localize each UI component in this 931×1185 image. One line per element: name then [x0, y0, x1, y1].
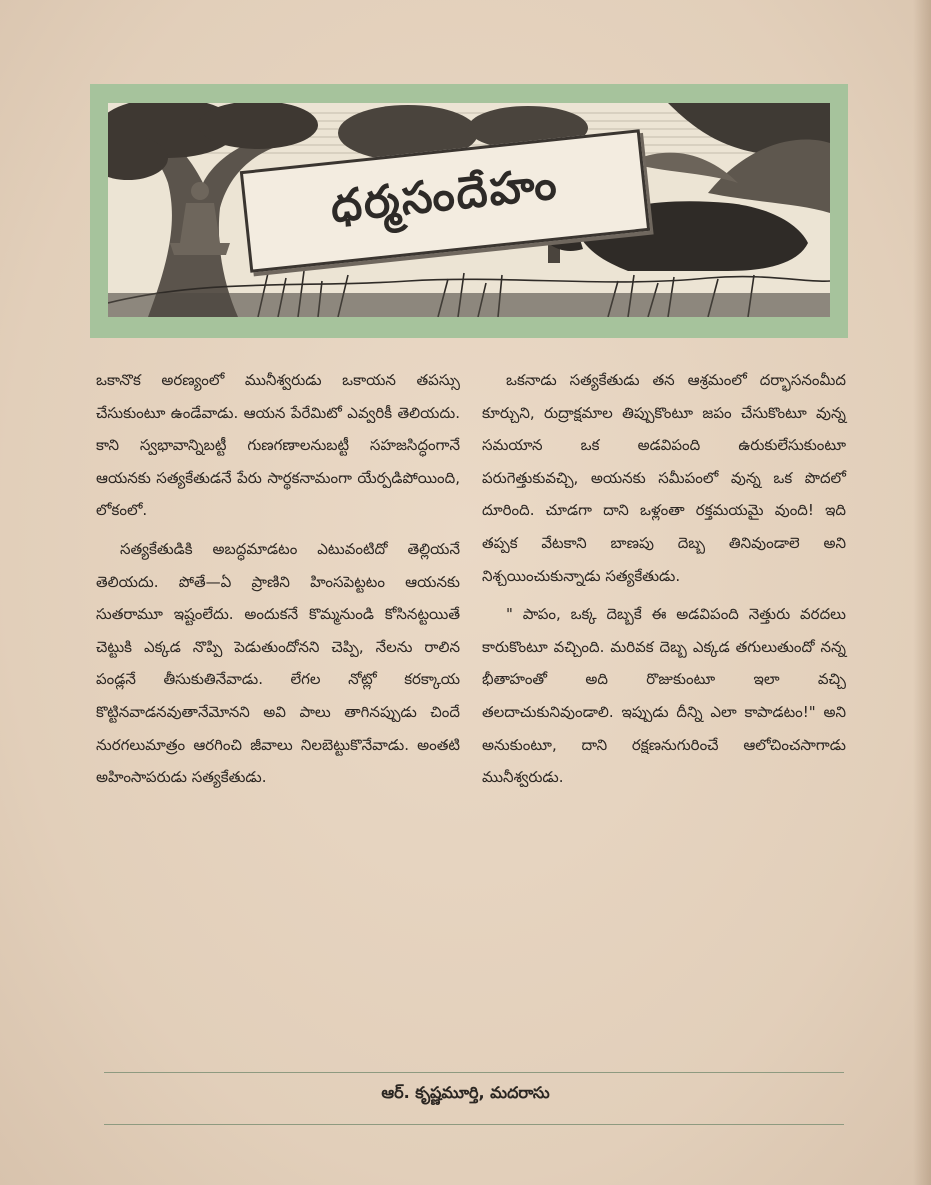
divider: [104, 1072, 844, 1073]
paragraph: ఒకనాడు సత్యకేతుడు తన ఆశ్రమంలో దర్భాసనంమీద కూర్చుని, రుద్రాక్షమాల తిప్పుకొంటూ జపం చేసుకొంటూ వున్న సమయాన ఒక అడవిపంది ఉరుకులేసుకుంటూ పరుగెత్తుకువచ్చి, అయనకు సమీపంలో వున్న ఒక పొదలో దూరింది. చూడగా దాని ఒళ్లంతా రక్తమయమై వుంది! ఇది తప్పక వేటకాని బాణపు దెబ్బ తినివుండాలె అని నిశ్చయించుకున్నాడు సత్యకేతుడు.: [482, 371, 846, 585]
page-title: ధర్మసందేహం: [328, 158, 561, 233]
author-byline: ఆర్. కృష్ణమూర్తి, మదరాసు: [381, 1083, 550, 1102]
left-column: [96, 364, 460, 800]
divider: [104, 1124, 844, 1125]
paragraph: సత్యకేతుడికి అబద్ధమాడటం ఎటువంటిదో తెల్లియనే తెలియదు. పోతే—ఏ ప్రాణిని హింసపెట్టటం ఆయనకు సుతరామూ ఇష్టంలేదు. అందుకనే కొమ్మనుండి కోసినట్టయితే చెట్టుకి ఎక్కడ నొప్పి పెడుతుందోనని చెప్పి, నేలను రాలిన పండ్లనే తీసుకుతినేవాడు. లేగల నోట్లో కరక్కాయ కొట్టినవాడనవుతానేమోనని అవి పాలు తాగినప్పుడు చిందే నురగలుమాత్రం ఆరగించి జీవాలు నిలబెట్టుకొనేవాడు. అంతటి అహింసాపరుడు సత్యకేతుడు.: [96, 539, 460, 787]
paragraph: ఒకానొక అరణ్యంలో మునీశ్వరుడు ఒకాయన తపస్సు చేసుకుంటూ ఉండేవాడు. ఆయన పేరేమిటో ఎవ్వరికీ తెలియదు. కాని స్వభావాన్నిబట్టీ గుణగణాలనుబట్టీ సహజసిద్ధంగానే ఆయనకు సత్యకేతుడనే పేరు సార్థకనామంగా యేర్పడిపోయింది, లోకంలో.: [96, 371, 460, 520]
right-column: [482, 364, 846, 800]
paragraph: " పాపం, ఒక్క దెబ్బకే ఈ అడవిపంది నెత్తురు వరదలు కారుకొంటూ వచ్చింది. మరివక దెబ్బ ఎక్కడ తగులుతుందో నన్న భీతాహంతో అది రొజుకుంటూ ఇలా వచ్చి తలదాచుకునివుండాలి. ఇప్పుడు దీన్ని ఎలా కాపాడటం!" అని అనుకుంటూ, దాని రక్షణనుగురించే ఆలోచించసాగాడు మునీశ్వరుడు.: [482, 605, 846, 787]
page-edge-shadow: [913, 0, 931, 1185]
